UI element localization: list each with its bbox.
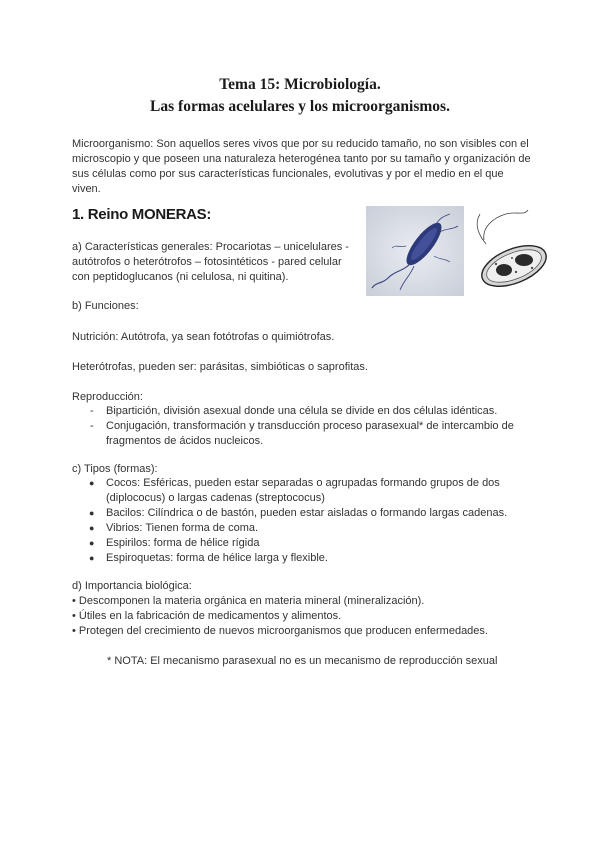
footnote: * NOTA: El mecanismo parasexual no es un mecanismo de reproducción sexual — [107, 655, 498, 667]
list-item: ● Bacilos: Cilíndrica o de bastón, pueden estar aisladas o formando largas cadenas. — [89, 507, 508, 519]
list-item: ● Espiroquetas: forma de hélice larga y flexible. — [89, 552, 328, 564]
importance-label: d) Importancia biológica: — [72, 580, 192, 592]
intro-paragraph: Microorganismo: Son aquellos seres vivos que por su reducido tamaño, no son visibles con el microscopio y que poseen una naturaleza heterogénea tanto por su tamaño y organización de sus células como por sus características funcionales, evolutivas y por el medio en el que viven. — [72, 138, 531, 195]
list-item: ● Espirilos: forma de hélice rígida — [89, 537, 260, 549]
types-list — [72, 476, 532, 566]
page-subtitle: Las formas acelulares y los microorganismos. — [150, 98, 450, 115]
characteristics-paragraph: a) Características generales: Procariotas – unicelulares - autótrofos o heterótrofos – fotosintéticos - pared celular con peptidoglucanos (ni celulosa, ni quitina). — [72, 241, 349, 283]
importance-item: • Útiles en la fabricación de medicamentos y alimentos. — [72, 610, 342, 622]
list-item: ● Vibrios: Tienen forma de coma. — [89, 522, 259, 534]
reproduction-label: Reproducción: — [72, 391, 143, 403]
section-heading: 1. Reino MONERAS: — [72, 206, 212, 223]
bacteria-illustration — [366, 206, 550, 296]
functions-label: b) Funciones: — [72, 300, 139, 312]
heterotrophs-text: Heterótrofas, pueden ser: parásitas, simbióticas o saprofitas. — [72, 361, 368, 373]
types-label: c) Tipos (formas): — [72, 463, 158, 475]
list-item: - Conjugación, transformación y transducción proceso parasexual* de intercambio de fragmentos de ácidos nucleicos. — [90, 420, 514, 447]
reproduction-list — [72, 404, 532, 449]
bacterium-section-drawing — [476, 210, 550, 294]
page-title: Tema 15: Microbiología. — [219, 76, 381, 93]
list-item: ● Cocos: Esféricas, pueden estar separadas o agrupadas formando grupos de dos (diplococus) o largas cadenas (streptococus) — [89, 477, 500, 504]
importance-item: • Descomponen la materia orgánica en materia mineral (mineralización). — [72, 595, 425, 607]
nutrition-text: Nutrición: Autótrofa, ya sean fotótrofas o quimiótrofas. — [72, 331, 335, 343]
importance-item: • Protegen del crecimiento de nuevos microorganismos que producen enfermedades. — [72, 625, 488, 637]
list-item: - Bipartición, división asexual donde una célula se divide en dos células idénticas. — [90, 405, 498, 417]
